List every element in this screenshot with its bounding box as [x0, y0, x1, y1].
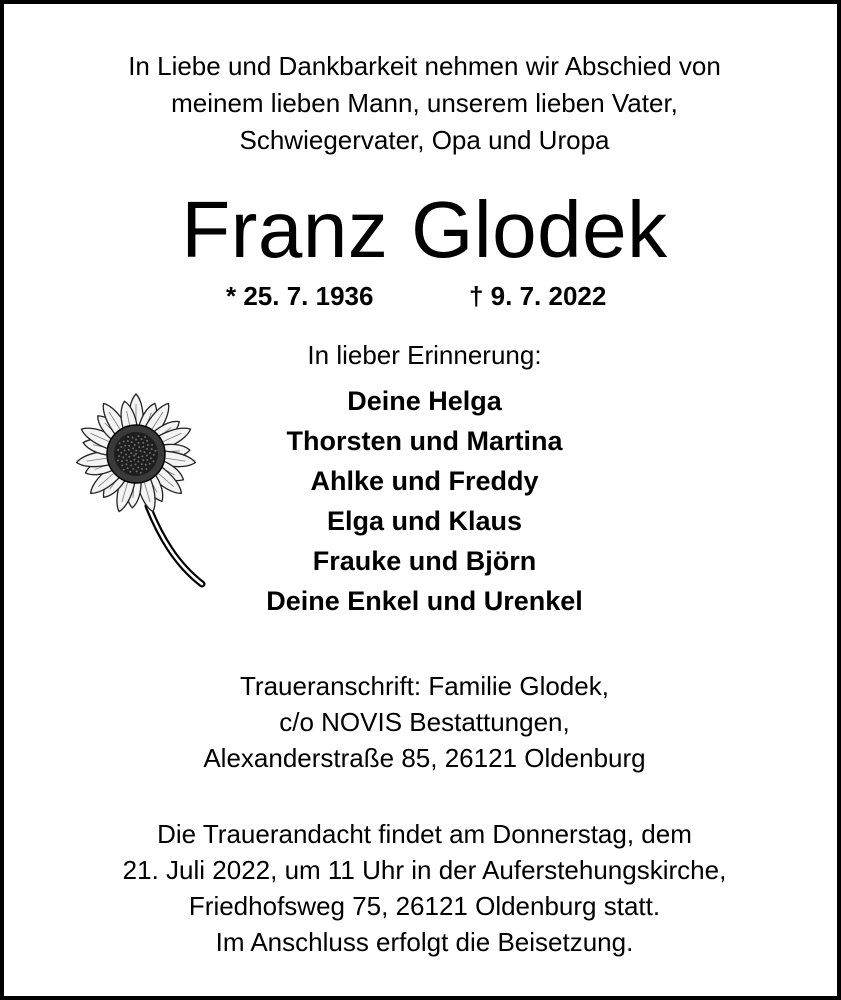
service-line: Im Anschluss erfolgt die Beisetzung.: [215, 927, 634, 957]
survivor-name: Frauke und Björn: [312, 546, 537, 576]
life-dates: [4, 279, 841, 313]
memory-heading: In lieber Erinnerung:: [307, 340, 542, 370]
deceased-name: Franz Glodek: [181, 185, 668, 274]
birth-date: * 25. 7. 1936: [226, 281, 374, 311]
survivor-name: Deine Enkel und Urenkel: [266, 586, 583, 616]
service-line: Friedhofsweg 75, 26121 Oldenburg statt.: [188, 891, 661, 921]
address-line: Traueranschrift: Familie Glodek,: [240, 671, 609, 701]
survivor-name: Deine Helga: [347, 386, 502, 416]
address-line: c/o NOVIS Bestattungen,: [279, 707, 570, 737]
survivor-name: Ahlke und Freddy: [310, 466, 539, 496]
address-line: Alexanderstraße 85, 26121 Oldenburg: [203, 743, 646, 773]
death-date: † 9. 7. 2022: [469, 281, 607, 311]
service-line: Die Trauerandacht findet am Donnerstag, dem: [157, 819, 692, 849]
survivor-name: Elga und Klaus: [326, 506, 523, 536]
survivor-name: Thorsten und Martina: [286, 426, 563, 456]
intro-line: In Liebe und Dankbarkeit nehmen wir Abschied von: [128, 51, 721, 81]
service-line: 21. Juli 2022, um 11 Uhr in der Auferstehungskirche,: [122, 855, 727, 885]
intro-line: meinem lieben Mann, unserem lieben Vater,: [171, 88, 678, 118]
sunflower-icon: [48, 368, 228, 590]
intro-line: Schwiegervater, Opa und Uropa: [239, 125, 610, 155]
